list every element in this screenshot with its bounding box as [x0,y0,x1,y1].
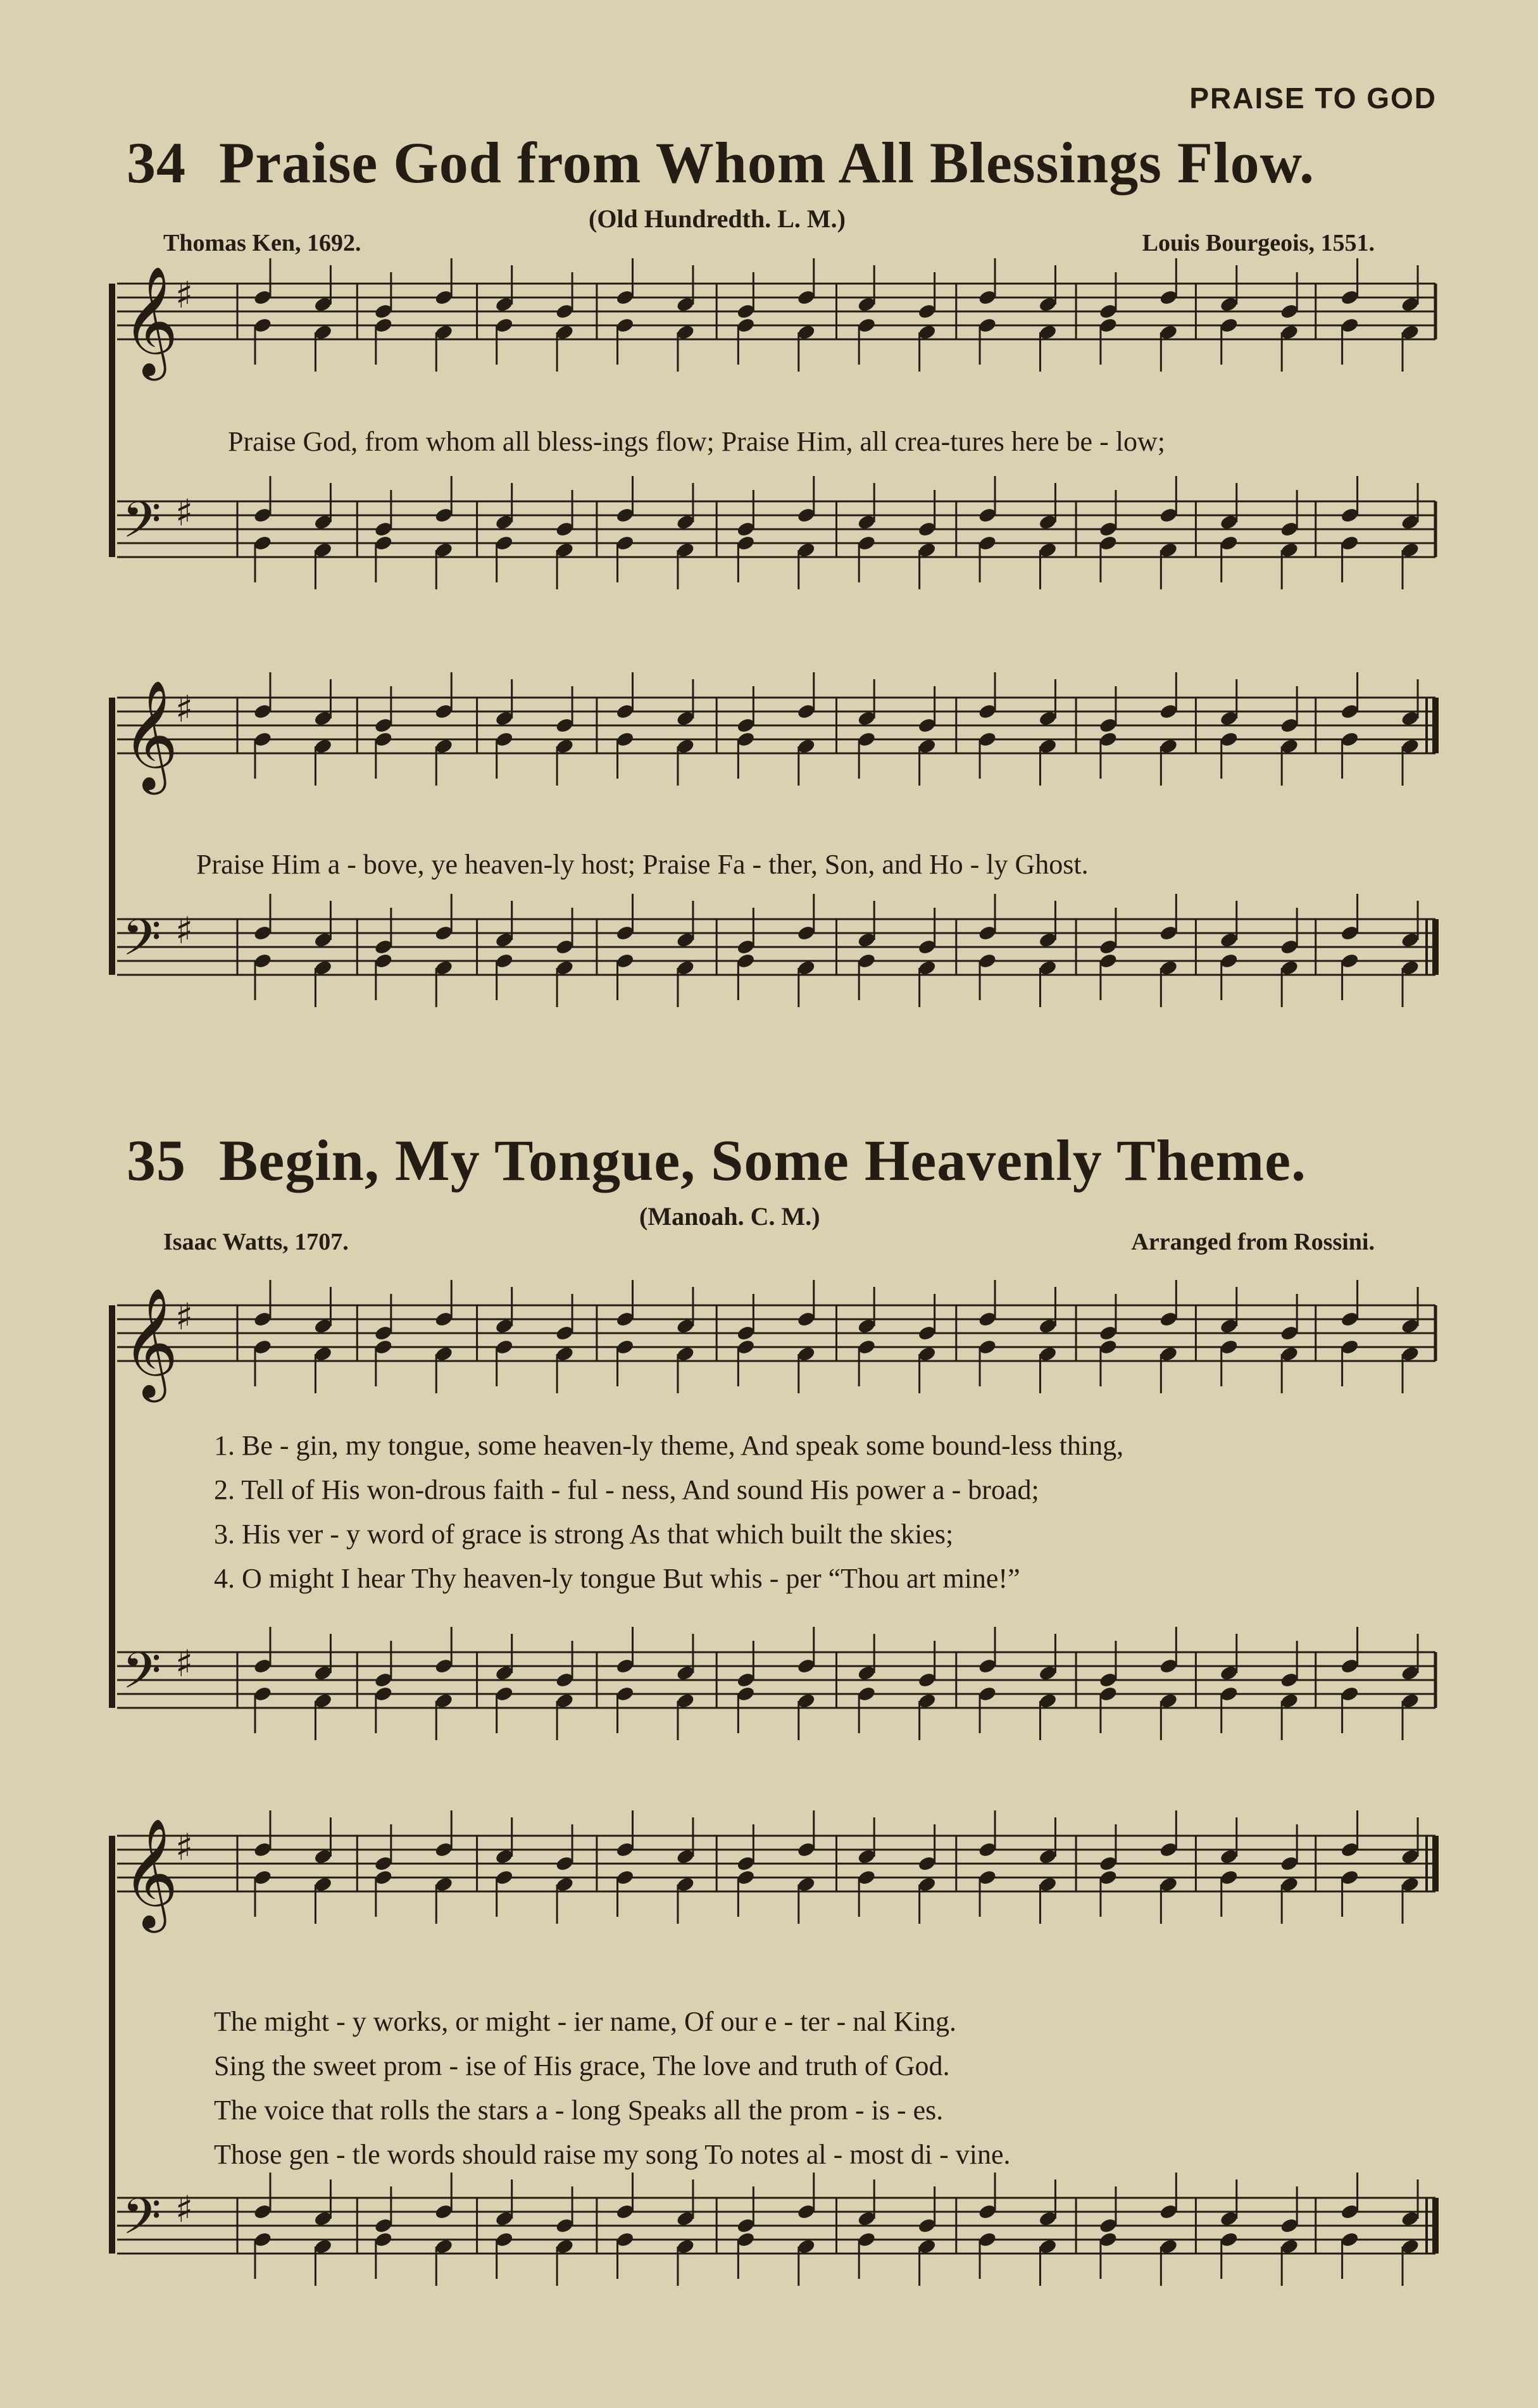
hymn-35-title-row [127,1127,1306,1194]
treble-staff [117,1810,1435,1933]
bass-staff [117,2173,1435,2286]
music-credit: Louis Bourgeois, 1551. [1142,230,1375,256]
lyric-line: Praise Him a - bove, ye heaven-ly host; Praise Fa - ther, Son, and Ho - ly Ghost. [196,849,1089,880]
bass-clef-icon: 𝄢 [122,1641,161,1712]
sharp-icon: ♯ [175,909,194,952]
sharp-icon: ♯ [175,2188,194,2231]
treble-clef-icon: 𝄞 [122,1288,178,1398]
section-header: PRAISE TO GOD [1189,82,1437,115]
words-credit: Isaac Watts, 1707. [163,1229,349,1255]
bass-staff [117,894,1435,1007]
hymn-34-title-row [127,129,1315,196]
hymn-number: 34 [127,130,186,195]
lyric-line: Praise God, from whom all bless-ings flow; Praise Him, all crea-tures here be - low; [228,426,1165,457]
music-credit: Arranged from Rossini. [1131,1229,1375,1255]
verse-4-line-1: 4. O might I hear Thy heaven-ly tongue But whis - per “Thou art mine!” [214,1563,1020,1594]
sharp-icon: ♯ [175,687,194,731]
hymn-title: Begin, My Tongue, Some Heavenly Theme. [219,1128,1306,1193]
sharp-icon: ♯ [175,1826,194,1869]
treble-staff [117,258,1435,381]
verse-2-line-2: Sing the sweet prom - ise of His grace, The love and truth of God. [214,2050,950,2081]
bass-clef-icon: 𝄢 [122,2187,161,2258]
verse-2-line-1: 2. Tell of His won-drous faith - ful - ness, And sound His power a - broad; [214,1474,1039,1505]
tune-name: (Old Hundredth. L. M.) [589,204,846,233]
verse-4-line-2: Those gen - tle words should raise my song To notes al - most di - vine. [214,2139,1011,2170]
treble-clef-icon: 𝄞 [122,266,178,376]
verse-1-line-1: 1. Be - gin, my tongue, some heaven-ly theme, And speak some bound-less thing, [214,1430,1124,1461]
bass-staff [117,476,1435,589]
hymn-35-system-1 [0,1272,1538,1753]
sharp-icon: ♯ [175,1295,194,1338]
bass-clef-icon: 𝄢 [122,491,161,561]
tune-name: (Manoah. C. M.) [639,1202,820,1231]
hymn-34-system-2 [0,680,1538,1089]
sharp-icon: ♯ [175,1642,194,1685]
treble-staff [117,672,1435,795]
verse-3-line-2: The voice that rolls the stars a - long Speaks all the prom - is - es. [214,2095,944,2126]
sharp-icon: ♯ [175,491,194,534]
verse-1-line-2: The might - y works, or might - ier name, Of our e - ter - nal King. [214,2006,957,2037]
verse-3-line-1: 3. His ver - y word of grace is strong As that which built the skies; [214,1519,954,1550]
treble-staff [117,1280,1435,1403]
bass-clef-icon: 𝄢 [122,908,161,979]
treble-clef-icon: 𝄞 [122,680,178,790]
hymn-title: Praise God from Whom All Blessings Flow. [219,130,1315,195]
sharp-icon: ♯ [175,273,194,317]
treble-clef-icon: 𝄞 [122,1818,178,1928]
bass-staff [117,1627,1435,1740]
words-credit: Thomas Ken, 1692. [163,230,361,256]
hymn-number: 35 [127,1128,186,1193]
